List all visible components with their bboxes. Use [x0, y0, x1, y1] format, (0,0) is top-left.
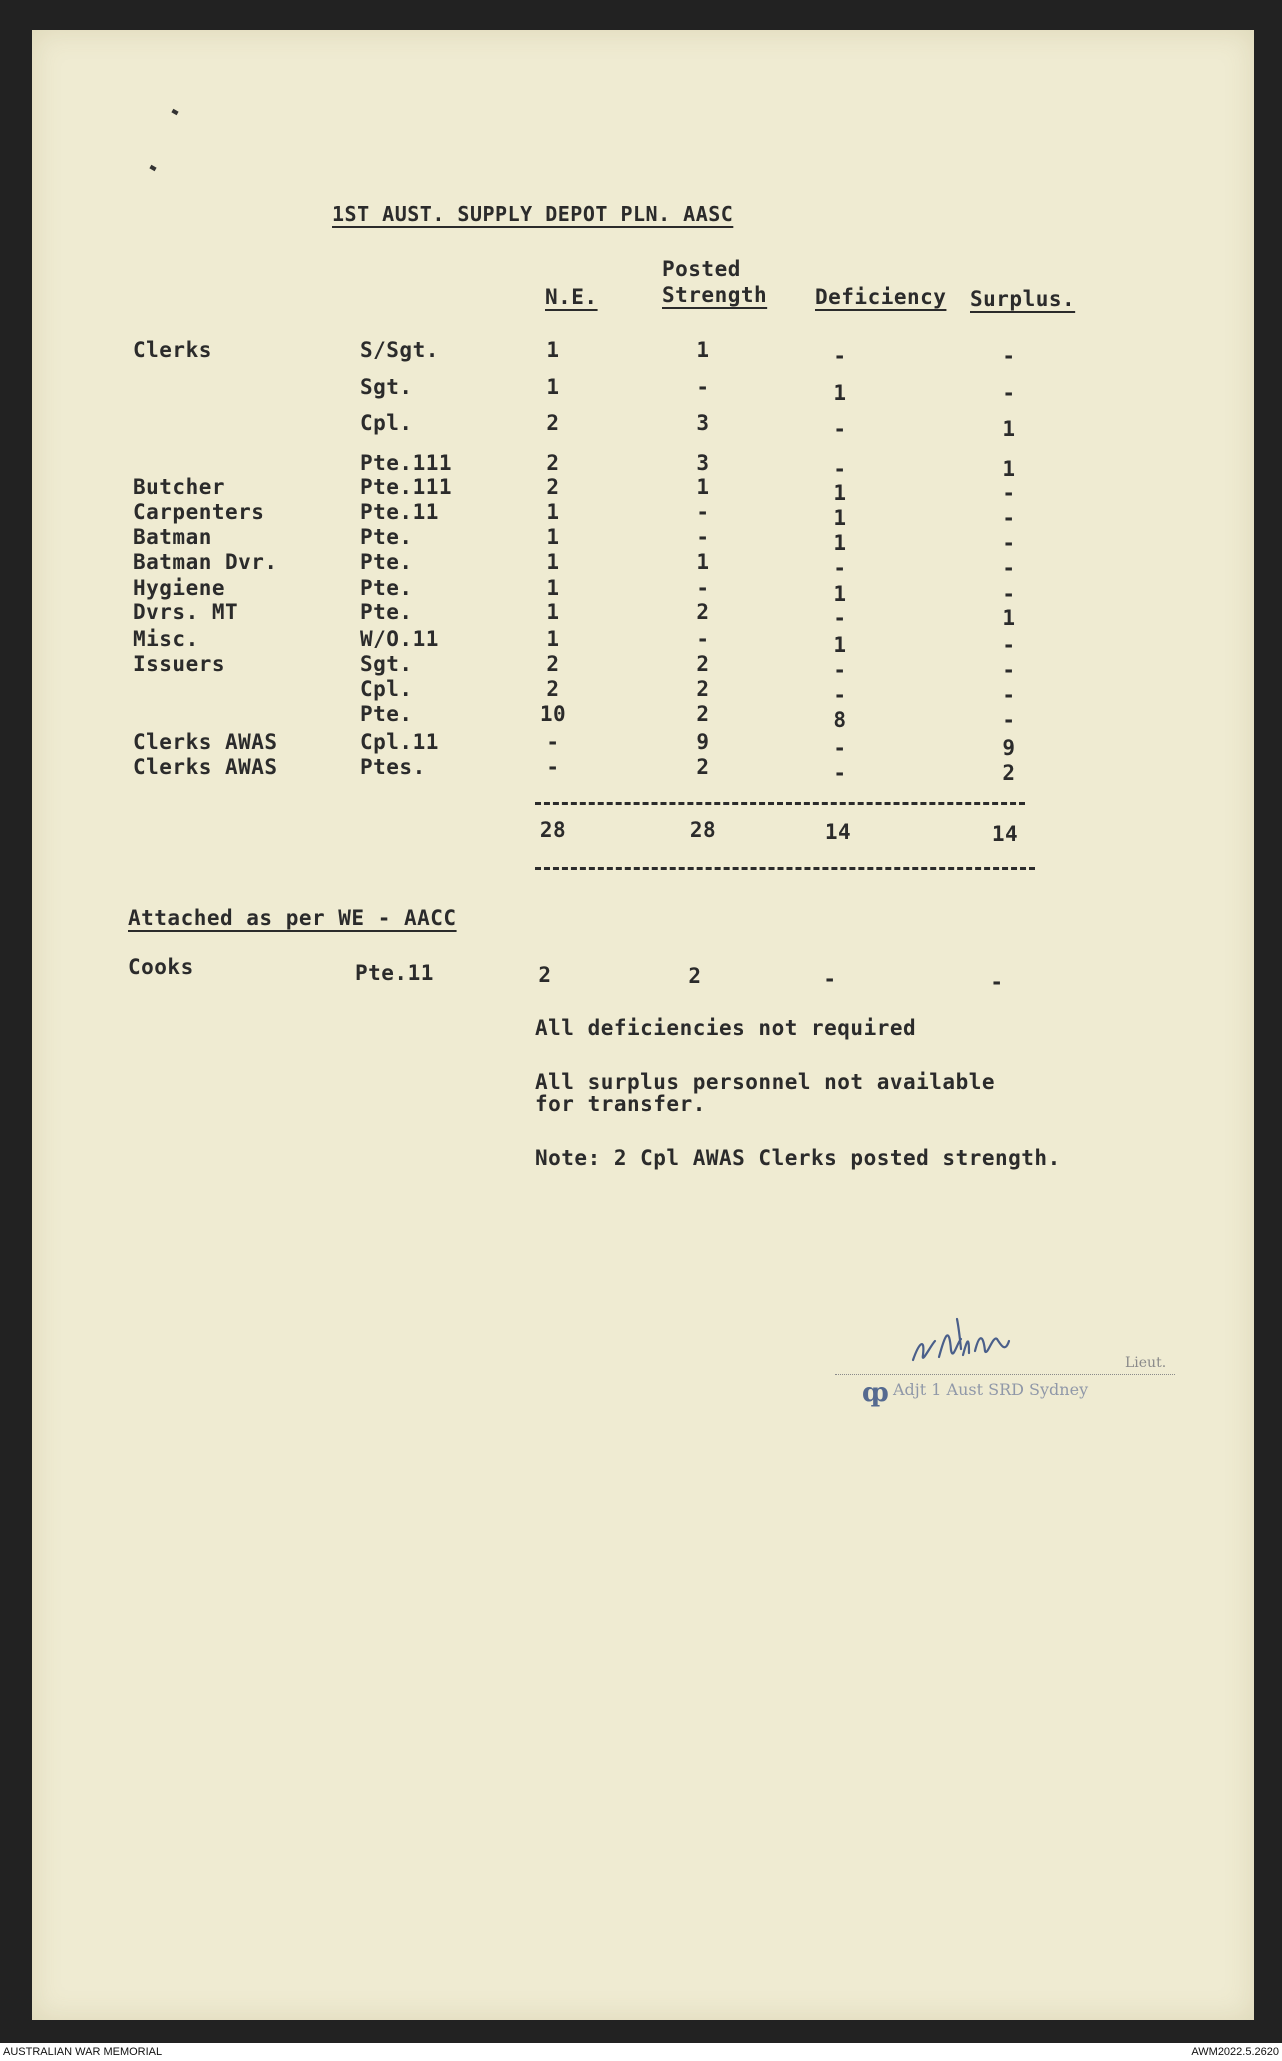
trade-cell: Batman	[133, 525, 212, 549]
posted-cell: 1	[696, 338, 710, 362]
surplus-cell: -	[1002, 708, 1016, 732]
attached-surplus: -	[990, 970, 1004, 994]
ne-cell: 2	[546, 451, 560, 475]
rank-cell: W/O.11	[360, 627, 439, 651]
surplus-cell: 1	[1002, 606, 1016, 630]
note-surplus-line2: for transfer.	[535, 1092, 706, 1116]
trade-cell: Misc.	[133, 627, 199, 651]
deficiency-cell: -	[833, 736, 847, 760]
total-rule-top	[535, 802, 1025, 805]
deficiency-cell: 1	[833, 582, 847, 606]
deficiency-cell: -	[833, 417, 847, 441]
surplus-cell: -	[1002, 481, 1016, 505]
deficiency-cell: -	[833, 457, 847, 481]
trade-cell: Batman Dvr.	[133, 550, 278, 574]
attached-deficiency: -	[823, 967, 837, 991]
ne-cell: 2	[546, 475, 560, 499]
posted-cell: 9	[696, 730, 710, 754]
posted-cell: -	[696, 627, 710, 651]
rank-cell: Pte.	[360, 525, 413, 549]
header-ne: N.E.	[545, 285, 598, 309]
trade-cell: Dvrs. MT	[133, 600, 239, 624]
surplus-cell: -	[1002, 344, 1016, 368]
deficiency-cell: -	[833, 658, 847, 682]
ne-cell: 1	[546, 627, 560, 651]
ne-cell: 1	[546, 500, 560, 524]
per-mark: ȹ	[862, 1378, 889, 1408]
posted-cell: 3	[696, 411, 710, 435]
header-surplus: Surplus.	[970, 287, 1076, 311]
ne-cell: -	[546, 730, 560, 754]
surplus-cell: -	[1002, 506, 1016, 530]
handwritten-signature	[905, 1305, 1035, 1375]
deficiency-cell: -	[833, 606, 847, 630]
rank-cell: Pte.111	[360, 451, 453, 475]
deficiency-cell: -	[833, 683, 847, 707]
posted-cell: -	[696, 375, 710, 399]
posted-cell: -	[696, 525, 710, 549]
trade-cell: Clerks	[133, 338, 212, 362]
surplus-cell: -	[1002, 582, 1016, 606]
deficiency-cell: 1	[833, 481, 847, 505]
rank-cell: Cpl.	[360, 677, 413, 701]
deficiency-cell: 1	[833, 633, 847, 657]
posted-cell: -	[696, 500, 710, 524]
deficiency-cell: -	[833, 344, 847, 368]
rank-cell: Sgt.	[360, 375, 413, 399]
rank-cell: Pte.11	[360, 500, 439, 524]
header-posted-line2: Strength	[662, 283, 768, 307]
archive-footer	[0, 2043, 1282, 2061]
posted-cell: 3	[696, 451, 710, 475]
surplus-cell: -	[1002, 381, 1016, 405]
ne-cell: 2	[546, 652, 560, 676]
total-posted: 28	[689, 818, 717, 842]
ne-cell: -	[546, 755, 560, 779]
rank-cell: Cpl.	[360, 411, 413, 435]
surplus-cell: 1	[1002, 457, 1016, 481]
total-surplus: 14	[991, 822, 1019, 846]
header-deficiency: Deficiency	[815, 285, 947, 309]
note-deficiencies: All deficiencies not required	[535, 1016, 917, 1040]
posted-cell: 1	[696, 550, 710, 574]
total-rule-bottom	[535, 867, 1035, 870]
deficiency-cell: 1	[833, 531, 847, 555]
rank-cell: Pte.	[360, 600, 413, 624]
trade-cell: Issuers	[133, 652, 226, 676]
footer-right: AWM2022.5.2620	[1191, 2046, 1279, 2058]
ne-cell: 1	[546, 550, 560, 574]
surplus-cell: 9	[1002, 736, 1016, 760]
deficiency-cell: 1	[833, 506, 847, 530]
rank-cell: Sgt.	[360, 652, 413, 676]
surplus-cell: 1	[1002, 417, 1016, 441]
header-posted-line1: Posted	[662, 257, 741, 281]
posted-cell: 2	[696, 600, 710, 624]
posted-cell: 2	[696, 702, 710, 726]
ne-cell: 10	[539, 702, 567, 726]
attached-trade: Cooks	[128, 955, 194, 979]
deficiency-cell: -	[833, 761, 847, 785]
signature-line	[835, 1374, 1175, 1375]
trade-cell: Butcher	[133, 475, 226, 499]
trade-cell: Carpenters	[133, 500, 265, 524]
ne-cell: 1	[546, 525, 560, 549]
posted-cell: 1	[696, 475, 710, 499]
note-awas-clerks: Note: 2 Cpl AWAS Clerks posted strength.	[535, 1146, 1061, 1170]
rank-cell: Pte.	[360, 702, 413, 726]
surplus-cell: -	[1002, 683, 1016, 707]
ne-cell: 1	[546, 338, 560, 362]
rank-cell: Pte.111	[360, 475, 453, 499]
attached-rank: Pte.11	[355, 961, 434, 985]
note-surplus-line1: All surplus personnel not available	[535, 1070, 996, 1094]
deficiency-cell: 1	[833, 381, 847, 405]
rank-cell: Ptes.	[360, 755, 426, 779]
surplus-cell: -	[1002, 531, 1016, 555]
document-title: 1ST AUST. SUPPLY DEPOT PLN. AASC	[332, 202, 734, 226]
ne-cell: 1	[546, 375, 560, 399]
attached-ne: 2	[538, 963, 552, 987]
total-ne: 28	[539, 818, 567, 842]
attached-heading: Attached as per WE - AACC	[128, 906, 457, 930]
rank-cell: Pte.	[360, 576, 413, 600]
deficiency-cell: -	[833, 556, 847, 580]
rank-cell: S/Sgt.	[360, 338, 439, 362]
surplus-cell: -	[1002, 556, 1016, 580]
posted-cell: 2	[696, 652, 710, 676]
trade-cell: Hygiene	[133, 576, 226, 600]
surplus-cell: -	[1002, 658, 1016, 682]
total-deficiency: 14	[824, 820, 852, 844]
rank-cell: Cpl.11	[360, 730, 439, 754]
attached-posted: 2	[688, 964, 702, 988]
rank-cell: Pte.	[360, 550, 413, 574]
trade-cell: Clerks AWAS	[133, 730, 278, 754]
signature-stamp: Adjt 1 Aust SRD Sydney	[893, 1380, 1089, 1399]
surplus-cell: 2	[1002, 761, 1016, 785]
ne-cell: 2	[546, 677, 560, 701]
deficiency-cell: 8	[833, 708, 847, 732]
posted-cell: 2	[696, 677, 710, 701]
posted-cell: 2	[696, 755, 710, 779]
surplus-cell: -	[1002, 633, 1016, 657]
ne-cell: 2	[546, 411, 560, 435]
trade-cell: Clerks AWAS	[133, 755, 278, 779]
posted-cell: -	[696, 576, 710, 600]
footer-left: AUSTRALIAN WAR MEMORIAL	[3, 2046, 163, 2058]
ne-cell: 1	[546, 600, 560, 624]
signature-rank: Lieut.	[1125, 1355, 1167, 1371]
ne-cell: 1	[546, 576, 560, 600]
